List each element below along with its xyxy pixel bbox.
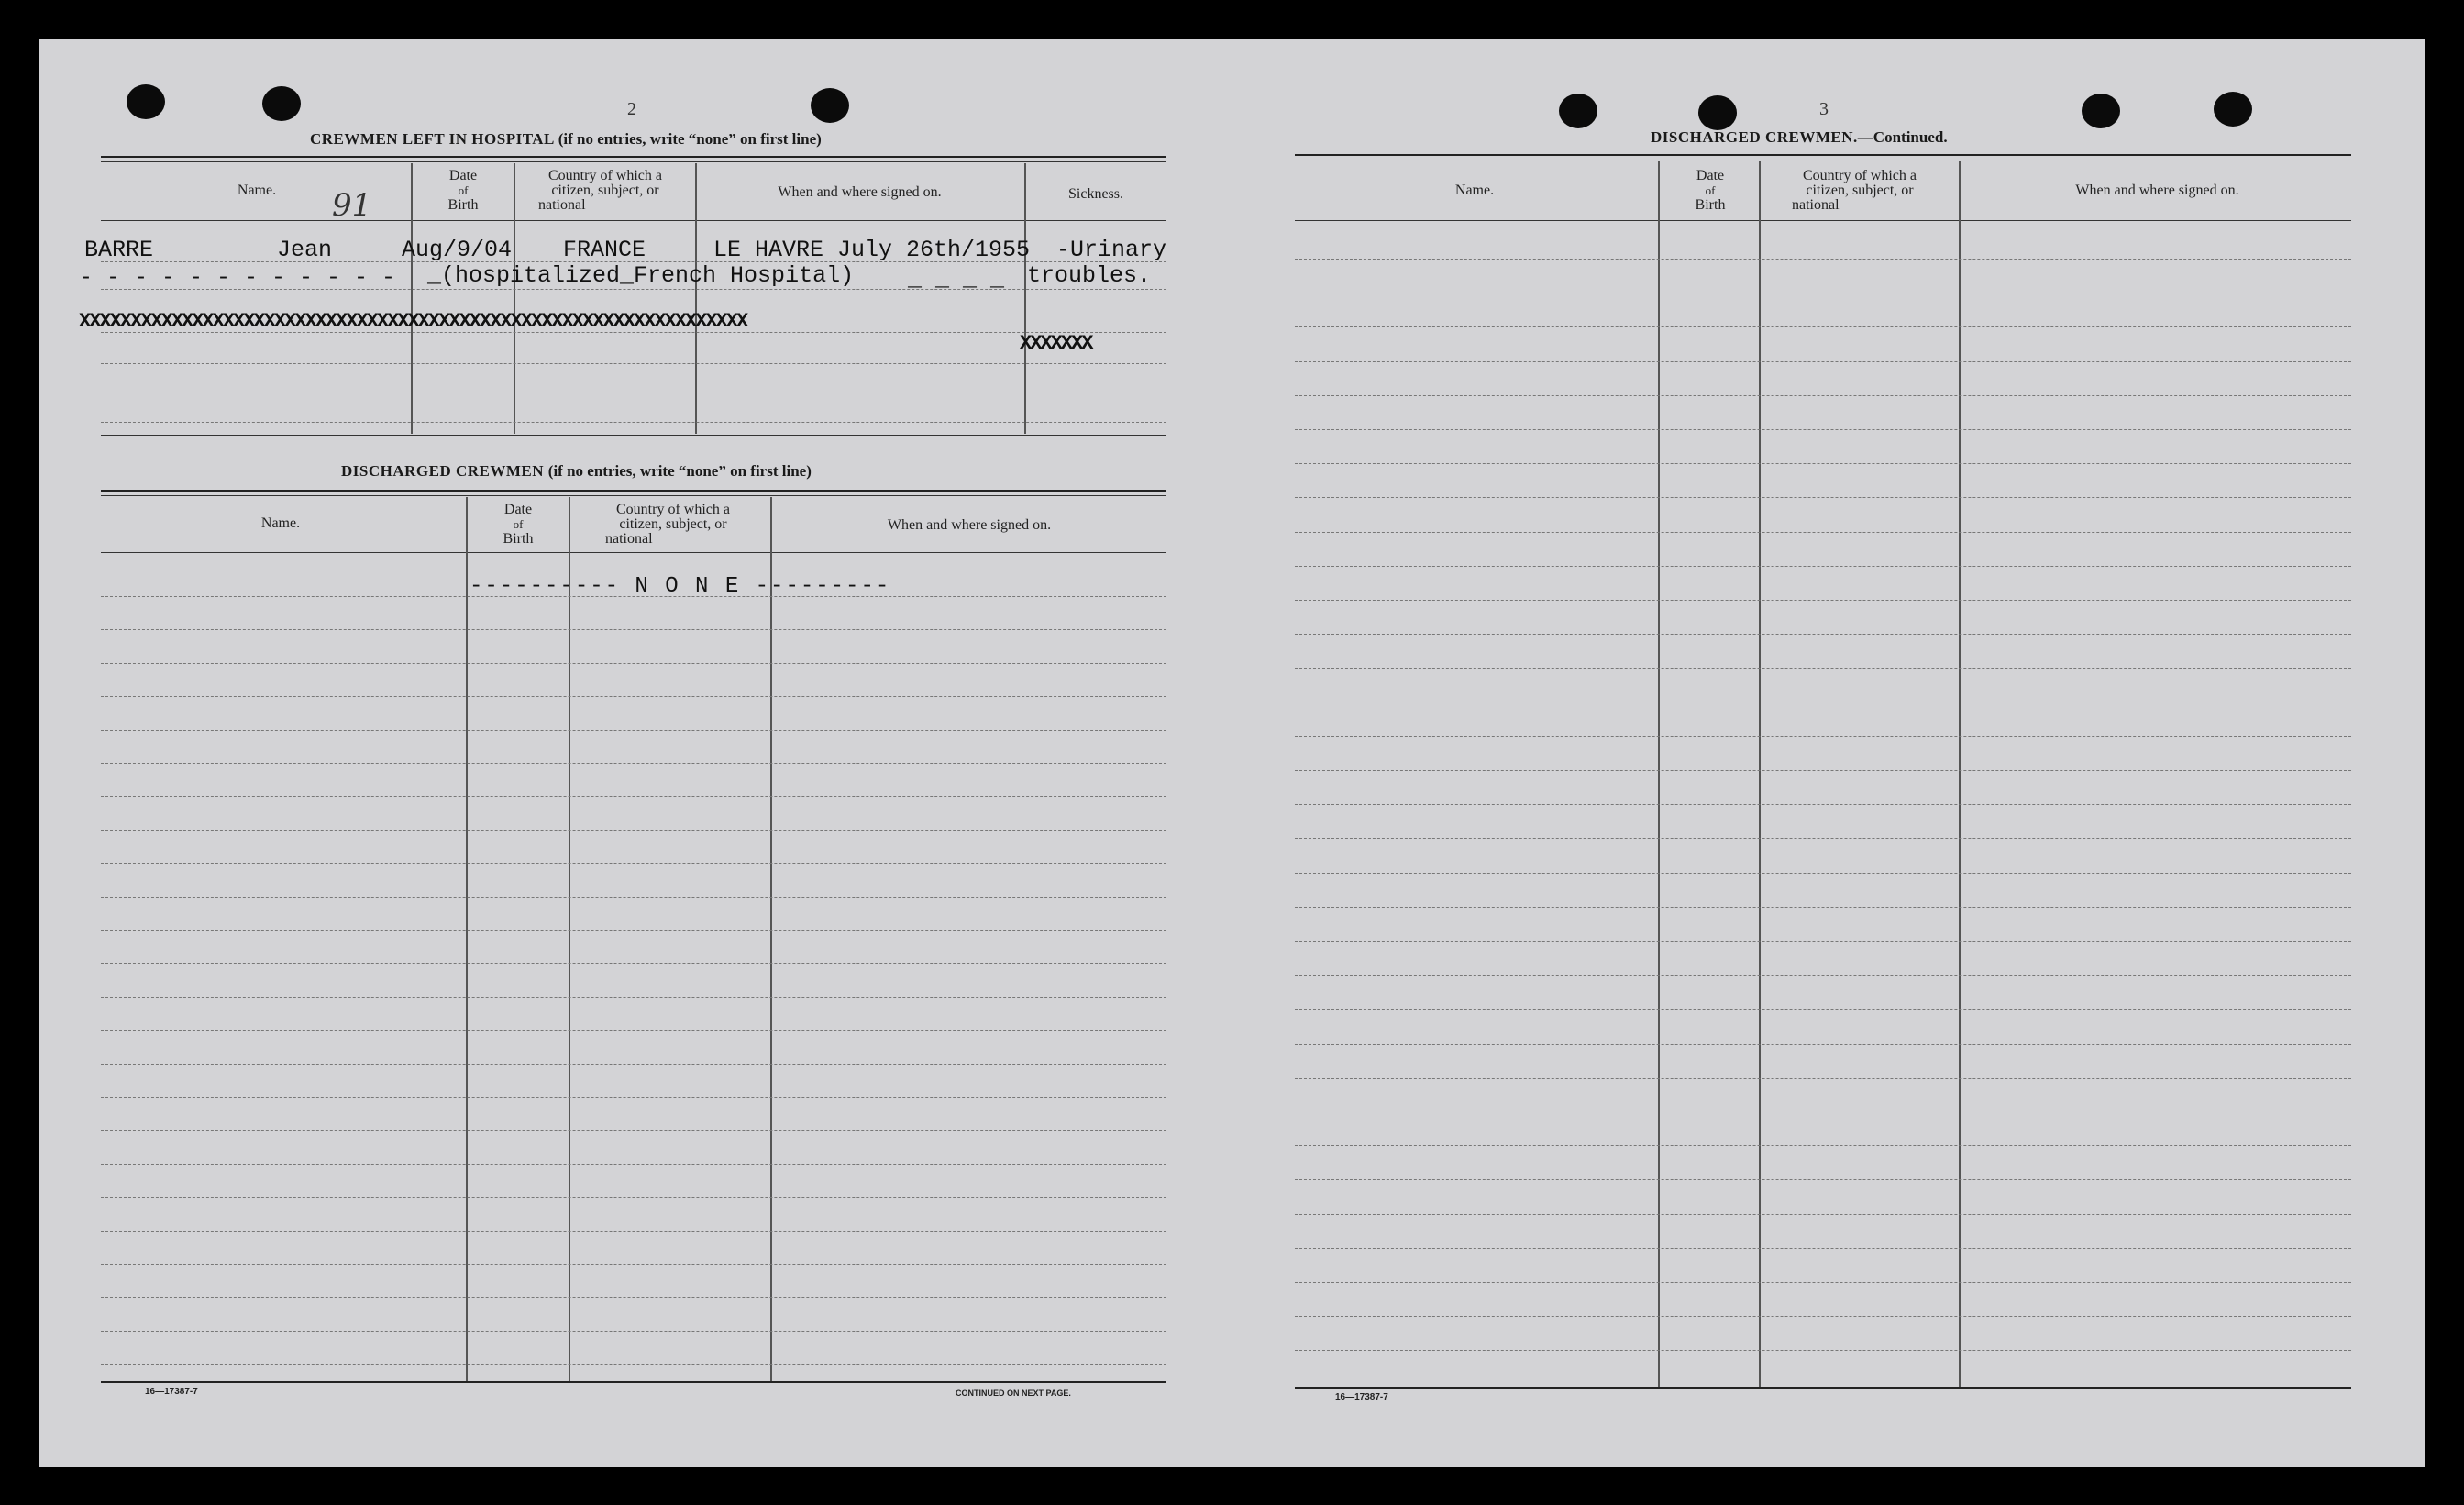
- row-line: [1295, 1145, 2351, 1146]
- row-line: [1295, 1316, 2351, 1317]
- dob-line: Date: [1696, 168, 1725, 183]
- right-divider: [1959, 161, 1961, 1389]
- right-top-rule: [1295, 154, 2351, 156]
- form-number-right: 16—17387-7: [1335, 1392, 1388, 1402]
- row-line: [101, 963, 1166, 964]
- page-number-right: 3: [1819, 99, 1829, 119]
- hospital-title-text: CREWMEN LEFT IN HOSPITAL: [310, 130, 554, 148]
- country-line: national: [605, 531, 653, 547]
- entry-surname: BARRE: [84, 237, 154, 263]
- row-line: [1295, 463, 2351, 464]
- row-line: [1295, 429, 2351, 430]
- dob-line: Date: [448, 168, 478, 183]
- row-line: [101, 1231, 1166, 1232]
- row-line: [1295, 532, 2351, 533]
- hospital-col-dob: [413, 169, 514, 213]
- row-line: [1295, 736, 2351, 737]
- row-line: [1295, 1078, 2351, 1079]
- row-line: [101, 1030, 1166, 1031]
- hospital-bottom-rule: [101, 435, 1166, 436]
- dob-line: Date: [503, 502, 533, 517]
- right-title-text: DISCHARGED CREWMEN.: [1651, 128, 1858, 146]
- row-line: [1295, 1282, 2351, 1283]
- row-line: [1295, 361, 2351, 362]
- entry-country: FRANCE: [563, 237, 646, 263]
- row-line: [101, 696, 1166, 697]
- discharged-col-country: [581, 503, 765, 547]
- row-line: [1295, 838, 2351, 839]
- discharged-col-signed: When and where signed on.: [887, 517, 1052, 533]
- entry-dash-right: _ _ _ _: [908, 266, 1005, 293]
- none-entry: ---------- N O N E ---------: [470, 574, 891, 599]
- punch-hole-7: [2214, 92, 2252, 127]
- row-line: [101, 1197, 1166, 1198]
- hospital-col-name: Name.: [237, 183, 277, 198]
- right-divider: [1658, 161, 1660, 1389]
- row-line: [1295, 395, 2351, 396]
- right-col-name: Name.: [1454, 183, 1495, 198]
- entry-sickness-2: troubles.: [1027, 262, 1152, 289]
- row-line: [101, 863, 1166, 864]
- entry-hospital-note: _(hospitalized_French Hospital): [427, 262, 855, 289]
- row-line: [101, 1130, 1166, 1131]
- dob-line: Birth: [447, 197, 479, 213]
- left-bottom-rule: [101, 1381, 1166, 1383]
- hospital-col-country: [518, 169, 692, 213]
- discharged-section-title: [341, 462, 812, 481]
- country-line: national: [538, 197, 586, 213]
- struck-entry: XXXXXXXXXXXXXXXXXXXXXXXXXXXXXXXXXXXXXXXXXXXXXXXXXXXXXXXXXXXXXXXXX: [79, 310, 747, 333]
- row-line: [101, 629, 1166, 630]
- hospital-top-rule: [101, 156, 1166, 158]
- right-bottom-rule: [1295, 1387, 2351, 1389]
- manifest-page-spread: [39, 39, 2425, 1467]
- country-line: citizen, subject, or: [619, 516, 727, 532]
- row-line: [101, 1164, 1166, 1165]
- row-line: [101, 1097, 1166, 1098]
- dob-line: of: [458, 183, 469, 197]
- discharged-title-note: (if no entries, write “none” on first line): [547, 462, 812, 480]
- entry-dob: Aug/9/04: [402, 237, 513, 263]
- row-line: [101, 422, 1166, 423]
- row-line: [1295, 873, 2351, 874]
- row-line: [1295, 770, 2351, 771]
- row-line: [101, 1297, 1166, 1298]
- punch-hole-2: [262, 86, 301, 121]
- row-line: [1295, 668, 2351, 669]
- right-col-signed: When and where signed on.: [2075, 183, 2239, 198]
- row-line: [101, 763, 1166, 764]
- row-line: [1295, 259, 2351, 260]
- discharged-col-name: Name.: [260, 515, 301, 531]
- right-divider: [1759, 161, 1761, 1389]
- punch-hole-1: [127, 84, 165, 119]
- country-line: citizen, subject, or: [551, 183, 659, 198]
- discharged-top-rule-2: [101, 495, 1166, 496]
- discharged-top-rule: [101, 490, 1166, 492]
- row-line: [101, 997, 1166, 998]
- row-line: [1295, 941, 2351, 942]
- row-line: [1295, 804, 2351, 805]
- row-line: [101, 363, 1166, 364]
- form-number-left: 16—17387-7: [145, 1387, 198, 1397]
- row-line: [101, 1264, 1166, 1265]
- row-line: [1295, 1044, 2351, 1045]
- country-line: citizen, subject, or: [1806, 183, 1914, 198]
- row-line: [1295, 497, 2351, 498]
- dob-line: of: [1705, 183, 1716, 197]
- hospital-col-signed: When and where signed on.: [778, 184, 942, 200]
- dob-line: Birth: [503, 531, 534, 547]
- row-line: [1295, 1248, 2351, 1249]
- hospital-col-sickness: Sickness.: [1068, 186, 1123, 202]
- country-line: Country of which a: [616, 502, 730, 517]
- struck-entry-2: XXXXXXX: [1020, 332, 1092, 355]
- row-line: [101, 1064, 1166, 1065]
- row-line: [101, 796, 1166, 797]
- dob-line: Birth: [1695, 197, 1726, 213]
- row-line: [1295, 566, 2351, 567]
- row-line: [1295, 634, 2351, 635]
- row-line: [1295, 1350, 2351, 1351]
- right-header-rule: [1295, 220, 2351, 221]
- right-section-title: [1651, 128, 1948, 147]
- row-line: [1295, 1179, 2351, 1180]
- country-line: Country of which a: [1803, 168, 1917, 183]
- row-line: [1295, 975, 2351, 976]
- row-line: [1295, 1214, 2351, 1215]
- punch-hole-3: [811, 88, 849, 123]
- row-line: [101, 1364, 1166, 1365]
- row-line: [101, 1331, 1166, 1332]
- right-col-dob: [1660, 169, 1761, 213]
- row-line: [101, 830, 1166, 831]
- page-number-left: 2: [627, 99, 636, 119]
- row-line: [101, 897, 1166, 898]
- handwritten-number: 91: [332, 187, 372, 224]
- entry-dash-left: - - - - - - - - - - - -: [79, 264, 396, 291]
- row-line: [1295, 600, 2351, 601]
- entry-sickness: -Urinary: [1056, 237, 1167, 263]
- punch-hole-6: [2082, 94, 2120, 128]
- country-line: national: [1792, 197, 1840, 213]
- entry-given-name: Jean: [277, 237, 333, 263]
- country-line: Country of which a: [548, 168, 662, 183]
- row-line: [101, 663, 1166, 664]
- right-col-country: [1768, 169, 1951, 213]
- row-line: [1295, 907, 2351, 908]
- right-title-note: —Continued.: [1857, 128, 1948, 146]
- entry-signed-on: LE HAVRE July 26th/1955: [713, 237, 1031, 263]
- hospital-section-title: [310, 130, 822, 149]
- punch-hole-4: [1559, 94, 1597, 128]
- discharged-header-rule: [101, 552, 1166, 553]
- row-line: [1295, 1009, 2351, 1010]
- dob-line: of: [513, 517, 524, 531]
- hospital-top-rule-2: [101, 161, 1166, 162]
- continued-note: CONTINUED ON NEXT PAGE.: [956, 1389, 1071, 1398]
- punch-hole-5: [1698, 95, 1737, 130]
- hospital-title-note: (if no entries, write “none” on first line): [558, 130, 822, 148]
- discharged-title-text: DISCHARGED CREWMEN: [341, 462, 545, 480]
- hospital-header-rule: [101, 220, 1166, 221]
- row-line: [101, 730, 1166, 731]
- discharged-col-dob: [468, 503, 569, 547]
- row-line: [1295, 326, 2351, 327]
- row-line: [101, 930, 1166, 931]
